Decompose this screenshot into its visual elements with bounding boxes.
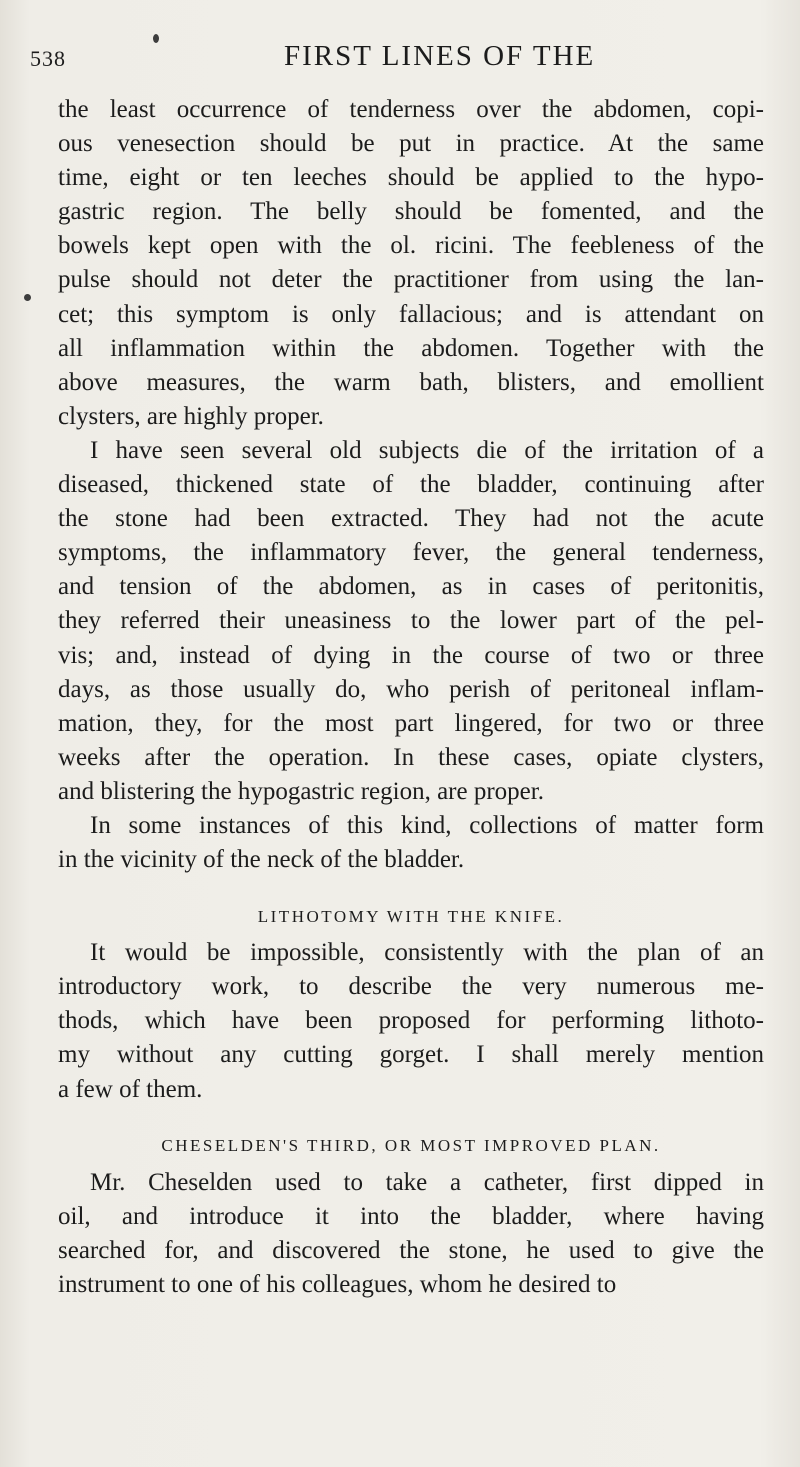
text-line: vis; and, instead of dying in the course of two or three <box>58 641 764 669</box>
text-line: above measures, the warm bath, blisters, and emollient <box>58 368 764 396</box>
text-line: mation, they, for the most part lingered, for two or three <box>58 709 764 737</box>
text-line: and tension of the abdomen, as in cases of peritonitis, <box>58 573 764 601</box>
text-line: a few of them. <box>58 1075 203 1103</box>
paragraph-old-subjects <box>58 434 764 809</box>
text-line: introductory work, to describe the very numerous me- <box>58 973 764 1001</box>
page-number: 538 <box>30 46 66 71</box>
paragraph-treatment <box>58 93 764 434</box>
running-head <box>30 40 750 80</box>
text-line: thods, which have been proposed for performing lithoto- <box>58 1007 764 1035</box>
paragraph-collections <box>58 809 764 877</box>
text-line: I have seen several old subjects die of the irritation of a <box>90 436 764 464</box>
page-body <box>58 93 764 1302</box>
text-line: in the vicinity of the neck of the bladder. <box>58 846 465 874</box>
text-line: pulse should not deter the practitioner from using the lan- <box>58 266 764 294</box>
text-line: Mr. Cheselden used to take a catheter, first dipped in <box>90 1168 764 1196</box>
text-line: they referred their uneasiness to the lower part of the pel- <box>58 607 764 635</box>
text-line: the stone had been extracted. They had not the acute <box>58 505 764 533</box>
text-line: weeks after the operation. In these cases, opiate clysters, <box>58 743 764 771</box>
section-heading-cheselden: CHESELDEN'S THIRD, OR MOST IMPROVED PLAN. <box>161 1135 661 1155</box>
text-line: It would be impossible, consistently with the plan of an <box>90 939 764 967</box>
text-line: symptoms, the inflammatory fever, the general tenderness, <box>58 539 764 567</box>
text-line: oil, and introduce it into the bladder, where having <box>58 1202 764 1230</box>
text-line: diseased, thickened state of the bladder, continuing after <box>58 471 764 499</box>
running-head-title: FIRST LINES OF THE <box>284 40 596 72</box>
section-heading-lithotomy: LITHOTOMY WITH THE KNIFE. <box>257 907 565 927</box>
text-line: all inflammation within the abdomen. Together with the <box>58 334 764 362</box>
text-line: clysters, are highly proper. <box>58 402 324 430</box>
ink-speck <box>24 294 31 301</box>
text-line: instrument to one of his colleagues, whom he desired to <box>58 1270 617 1298</box>
text-line: bowels kept open with the ol. ricini. The feebleness of the <box>58 232 764 260</box>
paragraph-lithotomy-methods <box>58 936 764 1106</box>
text-line: gastric region. The belly should be fomented, and the <box>58 198 764 226</box>
text-line: cet; this symptom is only fallacious; and is attendant on <box>58 300 764 328</box>
text-line: my without any cutting gorget. I shall merely mention <box>58 1041 764 1069</box>
paragraph-cheselden <box>58 1166 764 1302</box>
text-line: days, as those usually do, who perish of peritoneal inflam- <box>58 675 764 703</box>
text-line: time, eight or ten leeches should be applied to the hypo- <box>58 164 764 192</box>
text-line: the least occurrence of tenderness over the abdomen, copi- <box>58 96 764 123</box>
text-line: ous venesection should be put in practice. At the same <box>58 130 764 158</box>
text-line: In some instances of this kind, collections of matter form <box>90 811 764 839</box>
text-line: searched for, and discovered the stone, he used to give the <box>58 1236 764 1264</box>
text-line: and blistering the hypogastric region, are proper. <box>58 777 544 805</box>
